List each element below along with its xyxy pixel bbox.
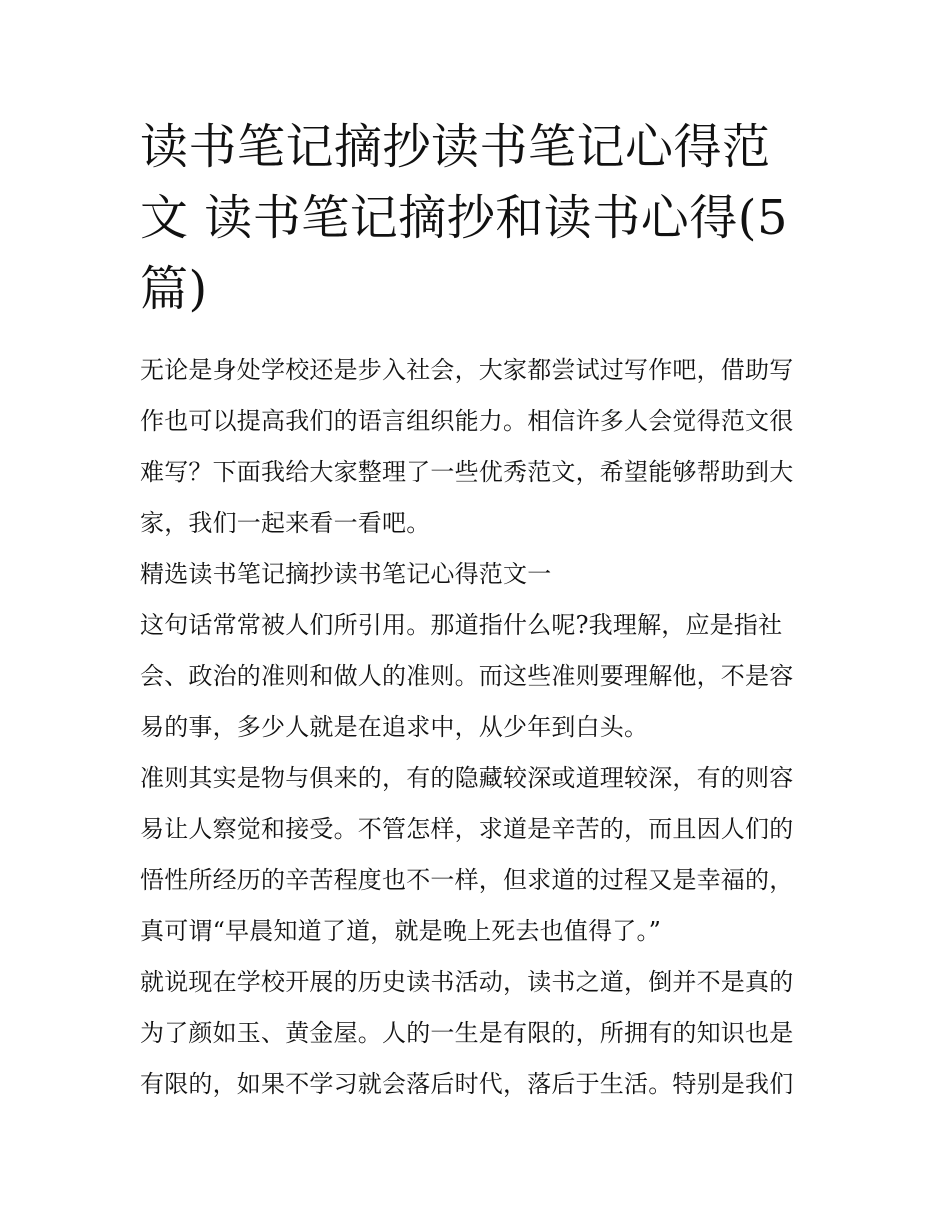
body-paragraph: 这句话常常被人们所引用。那道指什么呢?我理解，应是指社会、政治的准则和做人的准则。而这些准则要理解他，不是容易的事，多少人就是在追求中，从少年到白头。 (140, 611, 794, 741)
document-page (140, 112, 812, 1110)
body-paragraph: 准则其实是物与俱来的，有的隐藏较深或道理较深，有的则容易让人察觉和接受。不管怎样，求道是辛苦的，而且因人们的悟性所经历的辛苦程度也不一样，但求道的过程又是幸福的，真可谓“早晨知道了道，就是晚上死去也值得了。” (140, 764, 794, 945)
section-heading: 精选读书笔记摘抄读书笔记心得范文一 (140, 560, 552, 588)
body-paragraph: 就说现在学校开展的历史读书活动，读书之道，倒并不是真的为了颜如玉、黄金屋。人的一生是有限的，所拥有的知识也是有限的，如果不学习就会落后时代，落后于生活。特别是我们 (140, 968, 794, 1098)
document-body (140, 345, 812, 1110)
document-title: 读书笔记摘抄读书笔记心得范文 读书笔记摘抄和读书心得(5篇) (140, 119, 789, 317)
intro-paragraph: 无论是身处学校还是步入社会，大家都尝试过写作吧，借助写作也可以提高我们的语言组织能力。相信许多人会觉得范文很难写？下面我给大家整理了一些优秀范文，希望能够帮助到大家，我们一起来看一看吧。 (140, 356, 794, 537)
